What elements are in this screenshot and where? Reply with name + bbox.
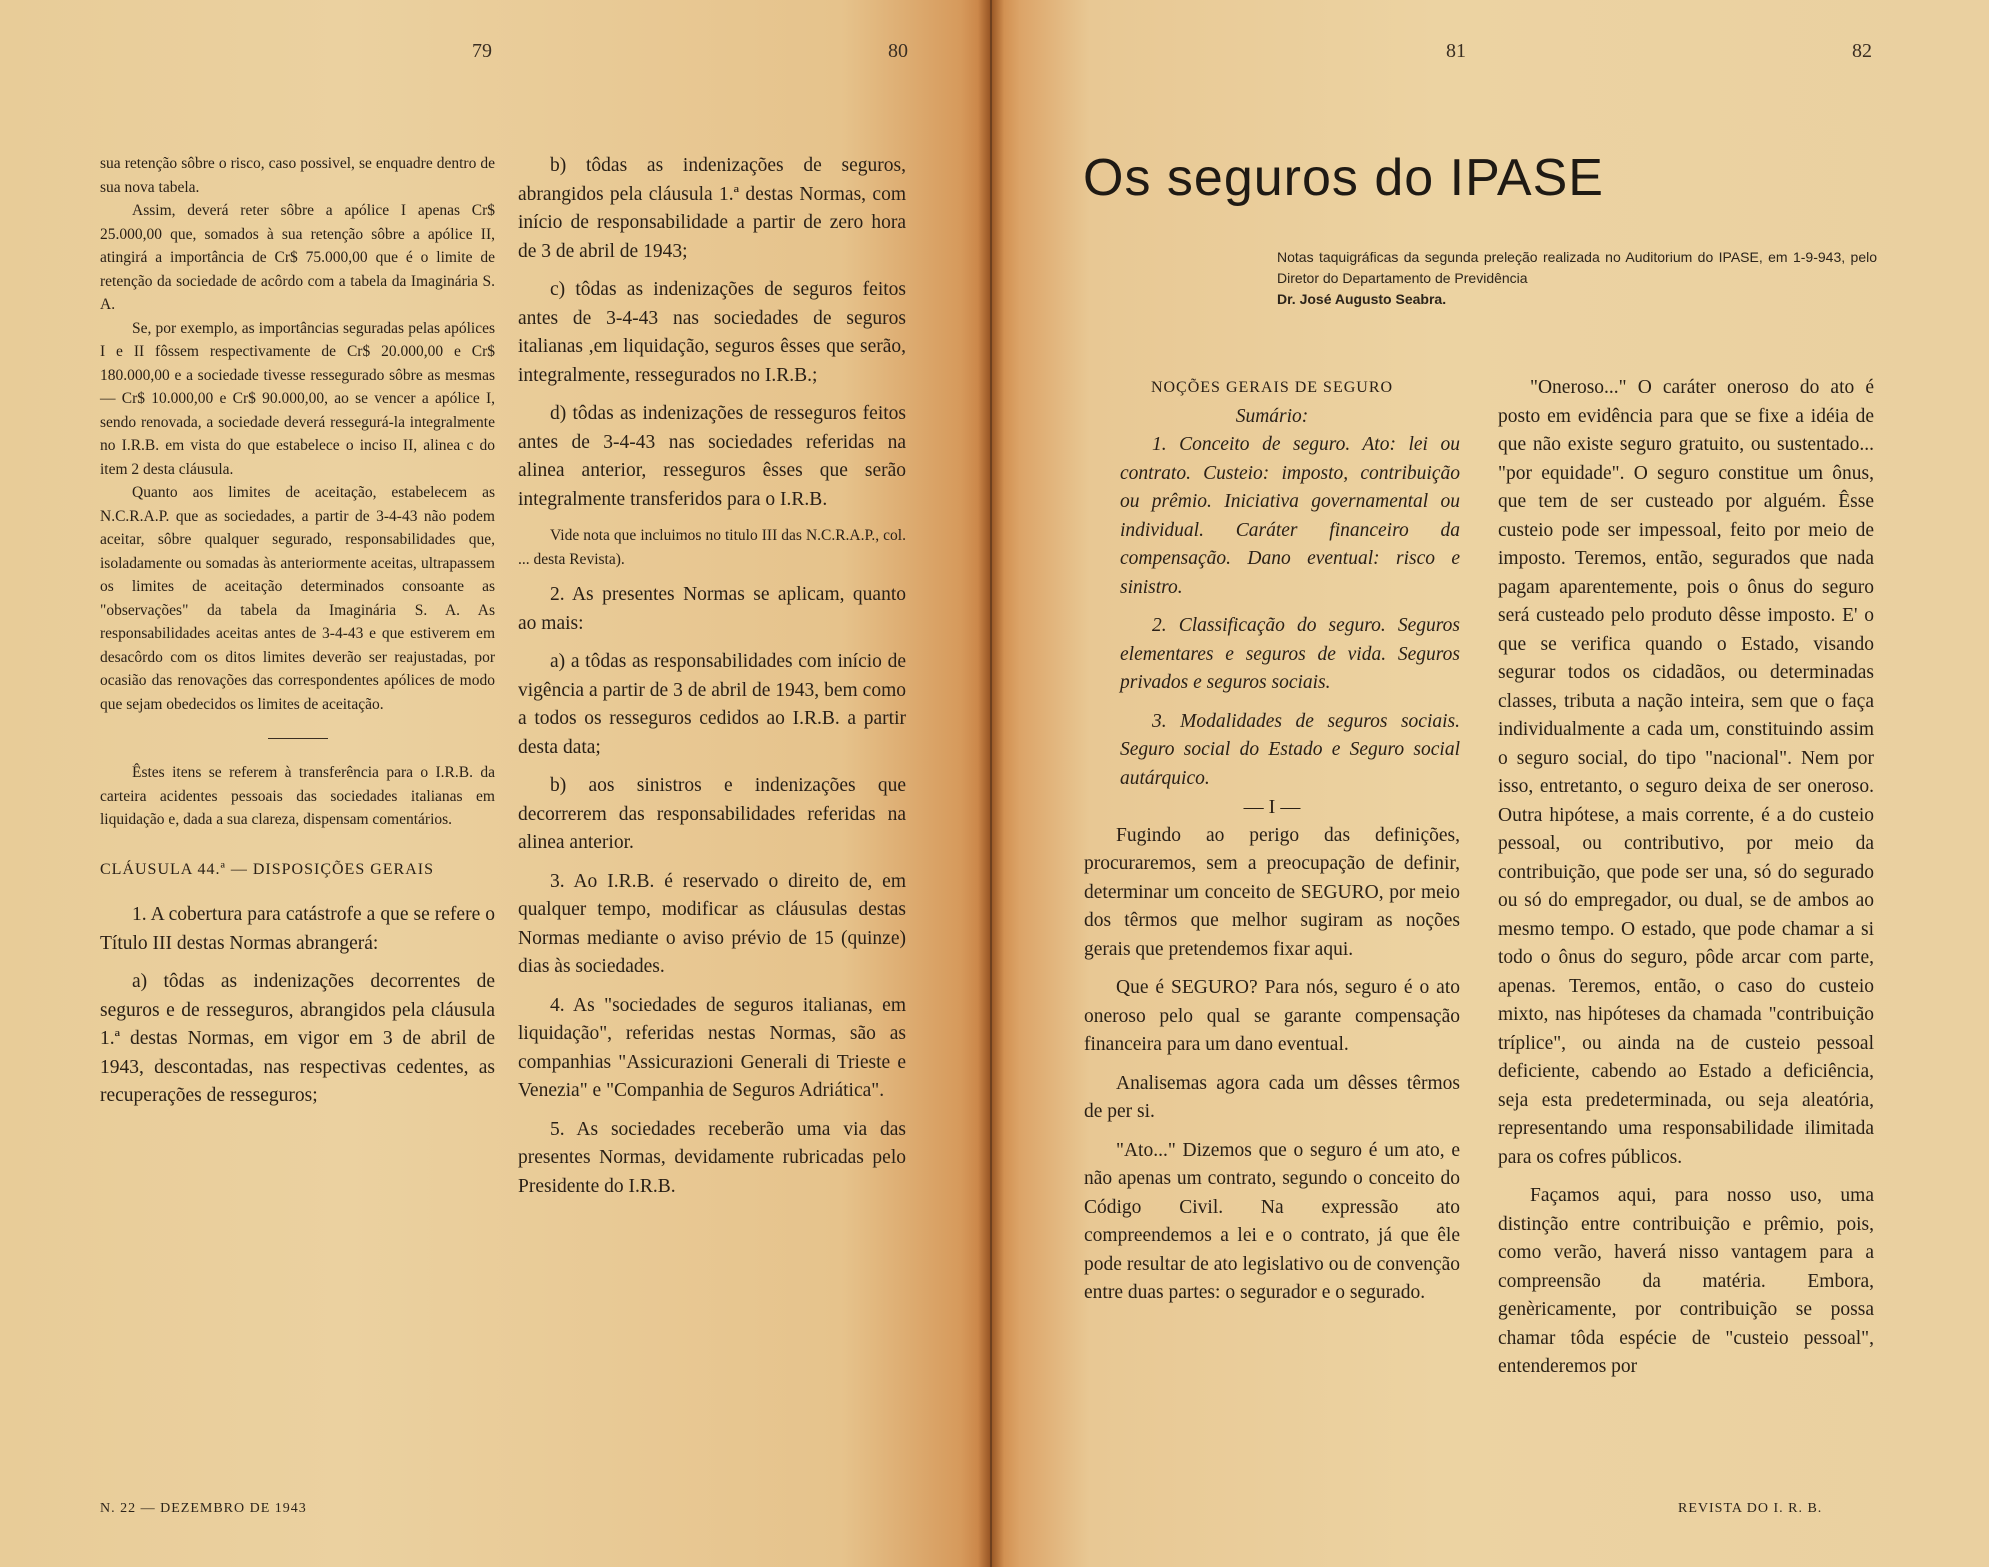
right-page (990, 0, 1989, 1567)
paragraph: "Ato..." Dizemos que o seguro é um ato, e não apenas um contrato, segundo o conceito do Código Civil. Na expressão ato compreendemos a lei e o contrato, já que êle pode resultar de ato legislativo ou de convenção entre duas partes: o segurador e o segurado. (1084, 1139, 1460, 1303)
paragraph: 5. As sociedades receberão uma via das presentes Normas, devidamente rubricadas pelo Presidente do I.R.B. (518, 1118, 906, 1197)
column-79 (100, 152, 495, 1111)
column-80 (518, 152, 906, 1201)
paragraph: 2. As presentes Normas se aplicam, quanto ao mais: (518, 584, 906, 634)
commentary-note: Êstes itens se referem à transferência para o I.R.B. da carteira acidentes pessoais das sociedades italianas em liquidação e, dada a sua clareza, dispensam comentários. (100, 764, 495, 828)
summary-item: 2. Classificação do seguro. Seguros elementares e seguros de vida. Seguros privados e seguros sociais. (1120, 615, 1460, 693)
article-title: Os seguros do IPASE (1083, 149, 1604, 207)
paragraph: Assim, deverá reter sôbre a apólice I apenas Cr$ 25.000,00 que, somados à sua retenção sôbre a apólice II, atingirá a importância de Cr$ 75.000,00 que é o limite de retenção da sociedade de acôrdo com a tabela da Imaginária S. A. (100, 202, 495, 313)
column-82 (1498, 374, 1874, 1382)
page-number-79: 79 (472, 40, 492, 62)
paragraph: "Oneroso..." O caráter oneroso do ato é posto em evidência para que se fixe a idéia de que não existe seguro gratuito, ou sustentado... "por equidade". O seguro constitue um ônus, que tem de ser custeado por alguém. Êsse custeio pode ser impessoal, feito por meio de imposto. Teremos, então, segurados que nada pagam aparentemente, pois o ônus do seguro será custeado pelo produto dêsse imposto. E' o que se verifica quando o Estado, visando segurar todos os cidadãos, ou determinadas classes, tributa a nação inteira, sem que o faça individualmente a cada um, constituindo assim o seguro social, do tipo "nacional". Nem por isso, entretanto, o seguro deixa de ser oneroso. Outra hipótese, a mais corrente, é a do custeio pessoal, ou contributivo, por meio da contribuição, que pode ser una, só do segurado ou só do empregador, ou dual, se de ambos ao mesmo tempo. O estado, que pode chamar a si todo o ônus do seguro, pôde arcar com parte, apenas. Teremos, então, o caso do custeio mixto, nas hipóteses da chamada "contribuição tríplice", ou ainda na de custeio pessoal deficiente, cabendo ao Estado a deficiência, seja esta predeterminada, ou seja aleatória, representando uma responsabilidade ilimitada para os cofres públicos. (1498, 377, 1874, 1168)
paragraph: Se, por exemplo, as importâncias seguradas pelas apólices I e II fôssem respectivamente de Cr$ 20.000,00 e Cr$ 180.000,00 e a sociedade tivesse ressegurado sôbre as mesmas — Cr$ 10.000,00 e Cr$ 90.000,00, ao se vencer a apólice I, sendo renovada, a sociedade deverá ressegurá-la integralmente no I.R.B. em vista do que estabelece o inciso II, alinea c do item 2 desta cláusula. (100, 319, 495, 478)
page-footer-left: N. 22 — DEZEMBRO DE 1943 (100, 1501, 307, 1516)
byline-notes: Notas taquigráficas da segunda preleção realizada no Auditorium do IPASE, em 1-9-943, pelo Diretor do Departamento de Previdência (1277, 249, 1877, 286)
clause-heading: CLÁUSULA 44.ª — DISPOSIÇÕES GERAIS (100, 860, 435, 878)
paragraph: Fugindo ao perigo das definições, procuraremos, sem a preocupação de definir, determinar um conceito de SEGURO, por meio dos têrmos que melhor sugiram as noções gerais que pretendemos fixar aqui. (1084, 824, 1460, 960)
paragraph: c) tôdas as indenizações de seguros feitos antes de 3-4-43 nas sociedades de seguros italianas ,em liquidação, seguros êsses que serão, integralmente, ressegurados no I.R.B.; (518, 279, 906, 386)
article-byline (1277, 247, 1877, 310)
paragraph: Façamos aqui, para nosso uso, uma distinção entre contribuição e prêmio, pois, como verão, haverá nisso vantagem para a compreensão da matéria. Embora, genèricamente, por contribuição se possa chamar tôda espécie de "custeio pessoal", entenderemos por (1498, 1185, 1874, 1377)
paragraph: b) aos sinistros e indenizações que decorrerem das responsabilidades referidas na alinea anterior. (518, 775, 906, 853)
paragraph: sua retenção sôbre o risco, caso possivel, se enquadre dentro de sua nova tabela. (100, 155, 495, 196)
byline-author: Dr. José Augusto Seabra. (1277, 291, 1447, 307)
paragraph: a) tôdas as indenizações decorrentes de seguros e de resseguros, abrangidos pela cláusula 1.ª destas Normas, em vigor em 3 de abril de 1943, descontadas, nas respectivas cedentes, as recuperações de resseguros; (100, 971, 495, 1106)
paragraph: 4. As "sociedades de seguros italianas, em liquidação", referidas nestas Normas, são as companhias "Assicurazioni Generali di Trieste e Venezia" e "Companhia de Seguros Adriática". (518, 994, 906, 1101)
page-number-81: 81 (1446, 40, 1466, 62)
paragraph: 3. Ao I.R.B. é reservado o direito de, em qualquer tempo, modificar as cláusulas destas Normas mediante o aviso prévio de 15 (quinze) dias às sociedades. (518, 870, 906, 977)
section-heading: NOÇÕES GERAIS DE SEGURO (1150, 379, 1394, 396)
page-number-80: 80 (888, 40, 908, 62)
paragraph: a) a tôdas as responsabilidades com início de vigência a partir de 3 de abril de 1943, bem como a todos os resseguros cedidos ao I.R.B. a partir desta data; (518, 651, 906, 758)
summary-title: Sumário: (1235, 405, 1309, 427)
summary-item: 1. Conceito de seguro. Ato: lei ou contrato. Custeio: imposto, contribuição ou prêmio. Iniciativa governamental ou individual. Caráter financeiro da compensação. Dano eventual: risco e sinistro. (1120, 434, 1460, 598)
paragraph: Que é SEGURO? Para nós, seguro é o ato oneroso pelo qual se garante compensação financeira para um dano eventual. (1084, 977, 1460, 1055)
paragraph: Analisemas agora cada um dêsses têrmos de per si. (1084, 1072, 1460, 1122)
page-number-82: 82 (1852, 40, 1872, 62)
summary-item: 3. Modalidades de seguros sociais. Seguro social do Estado e Seguro social autárquico. (1120, 710, 1460, 789)
page-footer-right: REVISTA DO I. R. B. (1678, 1501, 1823, 1516)
paragraph: d) tôdas as indenizações de resseguros feitos antes de 3-4-43 nas sociedades referidas na alinea anterior, resseguros êsses que serão integralmente transferidos para o I.R.B. (518, 403, 906, 510)
vide-note: Vide nota que incluimos no titulo III das N.C.R.A.P., col. ... desta Revista). (518, 527, 906, 568)
paragraph: Quanto aos limites de aceitação, estabelecem as N.C.R.A.P. que as sociedades, a partir de 3-4-43 não podem aceitar, sôbre qualquer segurado, responsabilidades que, isoladamente ou somadas às anteriormente aceitas, ultrapassem os limites de aceitação determinados consoante as "observações" da tabela da Imaginária S. A. As responsabilidades aceitas antes de 3-4-43 e que estiverem em desacôrdo com os ditos limites deverão ser reajustadas, por ocasião das renovações das correspondentes apólices de modo que sejam obedecidos os limites de aceitação. (100, 484, 495, 713)
binding-gutter (978, 0, 1004, 1567)
paragraph: b) tôdas as indenizações de seguros, abrangidos pela cláusula 1.ª destas Normas, com início de responsabilidade a partir de zero hora de 3 de abril de 1943; (518, 155, 906, 262)
column-81 (1084, 374, 1460, 1308)
left-page (0, 0, 990, 1567)
section-divider (268, 738, 328, 739)
section-numeral: — I — (1243, 796, 1301, 818)
paragraph: 1. A cobertura para catástrofe a que se refere o Título III destas Normas abrangerá: (100, 904, 495, 954)
